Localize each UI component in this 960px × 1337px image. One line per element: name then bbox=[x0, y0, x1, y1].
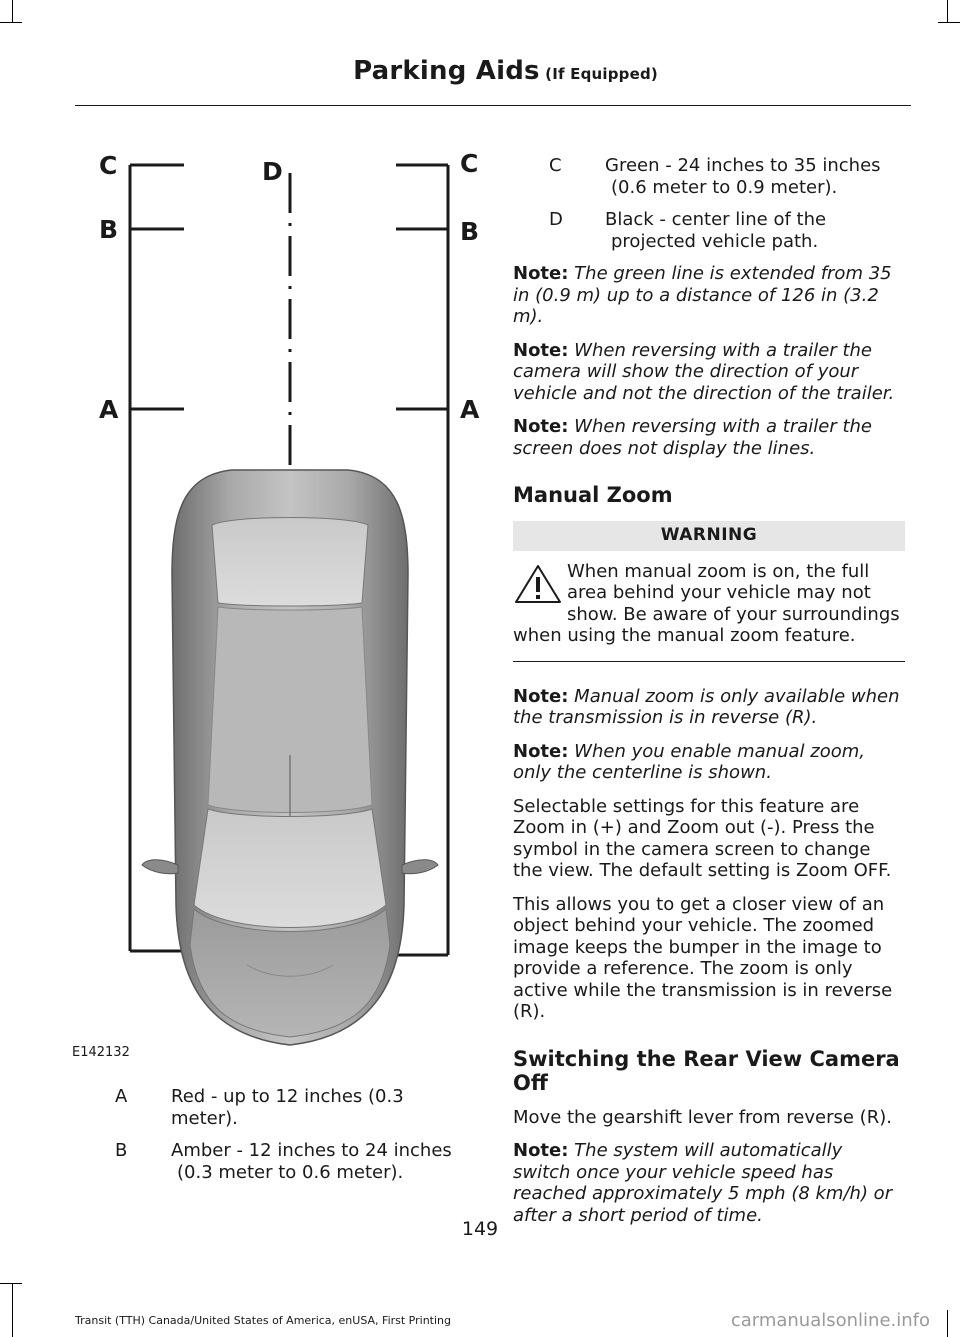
legend-key: A bbox=[115, 1086, 128, 1107]
note-text: When reversing with a trailer the camera will show the direction of your vehicle and not the direction of the trailer. bbox=[513, 339, 895, 404]
legend-desc: Red - up to 12 inches (0.3 meter). bbox=[171, 1086, 404, 1129]
watermark: carmanualsonline.info bbox=[730, 1310, 930, 1331]
label-a-left: A bbox=[99, 395, 119, 424]
label-c-left: C bbox=[99, 151, 118, 180]
legend-key: C bbox=[549, 155, 562, 176]
legend-item-d bbox=[549, 209, 905, 253]
legend-desc-cont: (0.3 meter to 0.6 meter). bbox=[177, 1162, 404, 1183]
label-c-right: C bbox=[460, 149, 479, 178]
heading-switch-off: Switching the Rear View Camera Off bbox=[513, 1046, 900, 1095]
parking-guide-figure bbox=[72, 145, 492, 1065]
legend-key: D bbox=[549, 209, 563, 230]
note-label: Note: bbox=[513, 740, 569, 762]
note-text: When you enable manual zoom, only the centerline is shown. bbox=[513, 740, 865, 783]
crop-mark bbox=[0, 22, 22, 23]
note bbox=[513, 1140, 905, 1226]
header-rule bbox=[75, 105, 911, 106]
note bbox=[513, 263, 905, 328]
note-label: Note: bbox=[513, 263, 569, 284]
note-label: Note: bbox=[513, 339, 569, 361]
legend-item-b bbox=[115, 1140, 475, 1184]
legend-desc-cont: projected vehicle path. bbox=[611, 231, 819, 252]
legend-desc: Black - center line of the bbox=[605, 209, 827, 230]
note bbox=[513, 340, 905, 405]
note-label: Note: bbox=[513, 416, 569, 437]
label-a-right: A bbox=[460, 395, 480, 424]
legend-item-a bbox=[115, 1086, 475, 1130]
warning-header: WARNING bbox=[513, 521, 905, 551]
paragraph: This allows you to get a closer view of an object behind your vehicle. The zoomed image keeps the bumper in the image to provide a reference. The zoom is only active while the transmission is in reverse (R). bbox=[513, 893, 893, 1022]
warning-box bbox=[513, 551, 905, 662]
note bbox=[513, 741, 905, 784]
page-title-text: Parking Aids bbox=[353, 56, 540, 86]
warning-text: When manual zoom is on, the full area behind your vehicle may not show. Be aware of your surroundings when using the manual zoom feature. bbox=[513, 560, 900, 646]
note-text: When reversing with a trailer the screen does not display the lines. bbox=[513, 416, 873, 459]
legend-right bbox=[549, 155, 905, 253]
legend-desc-cont: (0.6 meter to 0.9 meter). bbox=[611, 177, 838, 198]
warning-triangle-icon bbox=[513, 563, 563, 605]
crop-mark bbox=[938, 22, 960, 23]
crop-mark bbox=[12, 0, 13, 22]
footer-text: Transit (TTH) Canada/United States of America, enUSA, First Printing bbox=[75, 1314, 451, 1327]
note-label: Note: bbox=[513, 1140, 569, 1161]
note-text: The green line is extended from 35 in (0.9 m) up to a distance of 126 in (3.2 m). bbox=[513, 263, 892, 327]
label-b-right: B bbox=[460, 217, 480, 246]
legend-desc: Amber - 12 inches to 24 inches bbox=[171, 1140, 452, 1161]
page-number: 149 bbox=[461, 1218, 499, 1240]
crop-mark bbox=[947, 1310, 948, 1337]
note bbox=[513, 416, 905, 459]
paragraph: Selectable settings for this feature are Zoom in (+) and Zoom out (-). Press the symbol in the camera screen to change the view. The default setting is Zoom OFF. bbox=[513, 795, 892, 881]
note-label: Note: bbox=[513, 685, 569, 707]
crop-mark bbox=[0, 1283, 22, 1284]
vehicle-top-view bbox=[142, 470, 438, 1045]
crop-mark bbox=[12, 1283, 13, 1337]
legend-item-c bbox=[549, 155, 905, 199]
parking-guide-illustration bbox=[72, 145, 492, 1065]
page-title bbox=[353, 56, 658, 86]
crop-mark bbox=[947, 0, 948, 22]
label-b-left: B bbox=[99, 215, 119, 244]
note-text: The system will automatically switch once your vehicle speed has reached approximately 5 mph (8 km/h) or after a short period of time. bbox=[513, 1140, 893, 1226]
note-text: Manual zoom is only available when the transmission is in reverse (R). bbox=[513, 685, 900, 728]
note bbox=[513, 686, 905, 729]
figure-reference: E142132 bbox=[72, 1045, 130, 1060]
legend-desc: Green - 24 inches to 35 inches bbox=[605, 155, 881, 176]
right-column bbox=[513, 155, 905, 1238]
paragraph: Move the gearshift lever from reverse (R). bbox=[513, 1106, 892, 1128]
legend-key: B bbox=[115, 1140, 128, 1161]
heading-manual-zoom: Manual Zoom bbox=[513, 483, 673, 507]
label-d: D bbox=[262, 157, 283, 186]
page-title-subtitle: (If Equipped) bbox=[539, 65, 658, 83]
legend-left bbox=[115, 1086, 475, 1194]
